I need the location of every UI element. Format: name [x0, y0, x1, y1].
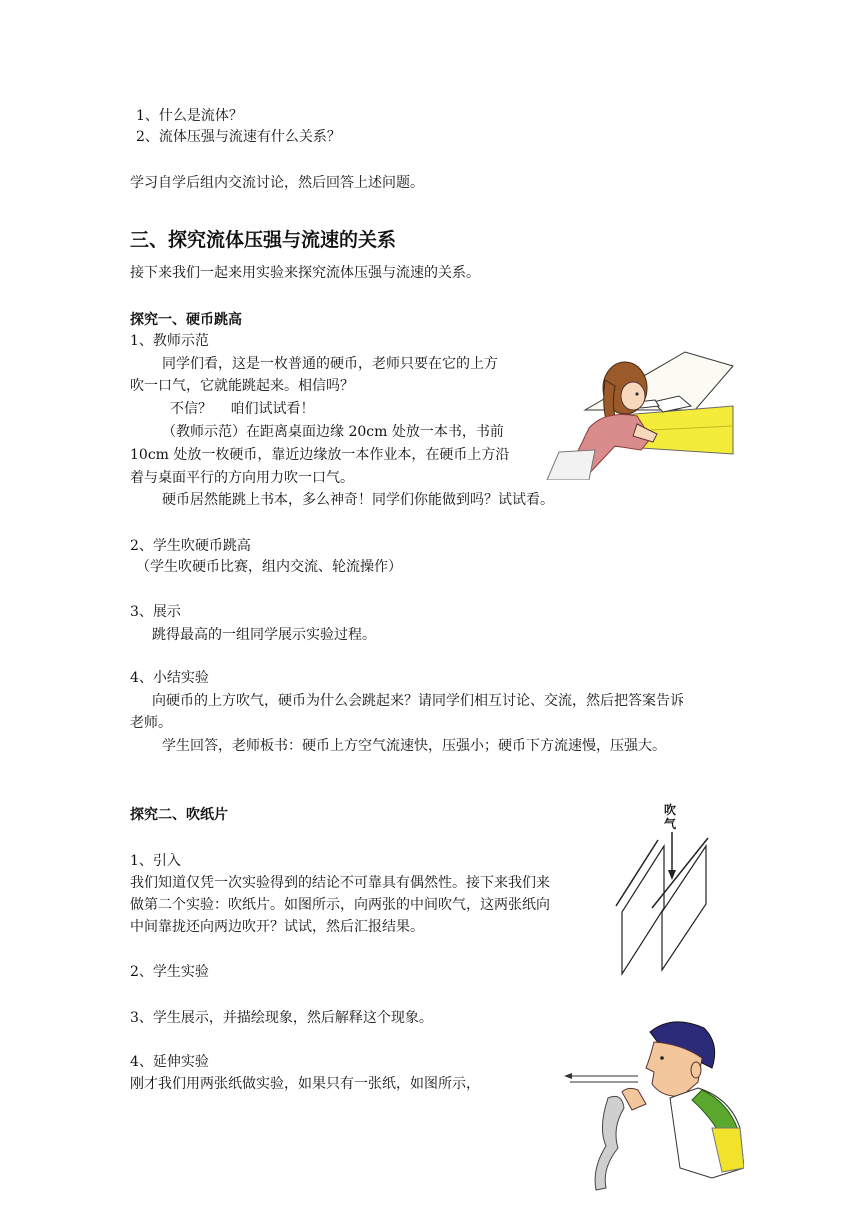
section-intro: 接下来我们一起来用实验来探究流体压强与流速的关系。: [130, 265, 480, 281]
exp1-paragraph: 着与桌面平行的方向用力吹一口气。: [130, 470, 354, 486]
instruction-text: 学习自学后组内交流讨论，然后回答上述问题。: [130, 175, 424, 191]
exp1-title: 探究一、硬币跳高: [130, 312, 242, 328]
exp2-step4-body: 刚才我们用两张纸做实验，如果只有一张纸，如图所示，: [130, 1076, 480, 1092]
exp1-paragraph: 同学们看，这是一枚普通的硬币，老师只要在它的上方: [162, 356, 498, 372]
exp1-step3-title: 3、展示: [130, 604, 181, 620]
exp2-step1-title: 1、引入: [130, 853, 181, 869]
exp1-step4-title: 4、小结实验: [130, 670, 209, 686]
exp2-paragraph: 做第二个实验：吹纸片。如图所示，向两张的中间吹气，这两张纸向: [130, 897, 550, 913]
exp1-step2-body: （学生吹硬币比赛，组内交流、轮流操作）: [136, 559, 402, 575]
exp2-step3-title: 3、学生展示，并描绘现象，然后解释这个现象。: [130, 1010, 433, 1026]
exp2-paragraph: 中间靠拢还向两边吹开？试试，然后汇报结果。: [130, 919, 424, 935]
exp2-step4-title: 4、延伸实验: [130, 1054, 209, 1070]
exp1-paragraph: 不信？ 咱们试试看！: [170, 401, 315, 417]
exp1-step4-body: 老师。: [130, 715, 172, 731]
blow-label: 吹气: [664, 803, 677, 831]
exp1-paragraph: 吹一口气，它就能跳起来。相信吗？: [130, 378, 354, 394]
question-2: 2、流体压强与流速有什么关系？: [136, 129, 341, 145]
exp1-step1-title: 1、教师示范: [130, 333, 209, 349]
exp1-step3-body: 跳得最高的一组同学展示实验过程。: [152, 627, 376, 643]
question-1: 1、什么是流体？: [136, 108, 243, 124]
boy-blowing-paper-illustration: [562, 1018, 744, 1194]
exp2-title: 探究二、吹纸片: [130, 807, 228, 823]
two-papers-illustration: [608, 832, 720, 982]
exp1-step4-body: 向硬币的上方吹气，硬币为什么会跳起来？请同学们相互讨论、交流，然后把答案告诉: [152, 693, 684, 709]
section-heading: 三、探究流体压强与流速的关系: [130, 229, 397, 251]
exp1-step2-title: 2、学生吹硬币跳高: [130, 538, 251, 554]
exp2-paragraph: 我们知道仅凭一次实验得到的结论不可靠具有偶然性。接下来我们来: [130, 875, 550, 891]
exp1-step4-body: 学生回答，老师板书：硬币上方空气流速快，压强小；硬币下方流速慢，压强大。: [162, 738, 666, 754]
exp1-paragraph: （教师示范）在距离桌面边缘 20cm 处放一本书，书前: [162, 424, 504, 440]
exp1-paragraph: 10cm 处放一枚硬币，靠近边缘放一本作业本，在硬币上方沿: [130, 447, 510, 463]
exp2-step2-title: 2、学生实验: [130, 964, 209, 980]
girl-blowing-coin-illustration: [545, 350, 735, 480]
exp1-paragraph: 硬币居然能跳上书本，多么神奇！同学们你能做到吗？试试看。: [162, 492, 554, 508]
